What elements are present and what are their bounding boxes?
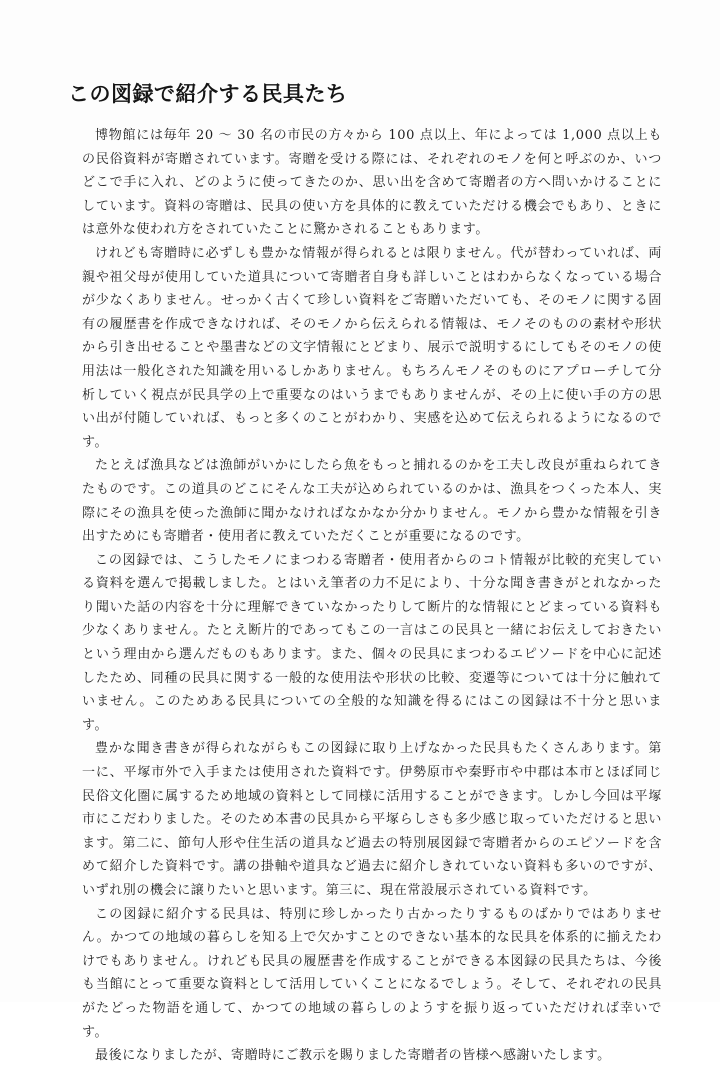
body-text [82, 124, 662, 1068]
paragraph-6: この図録に紹介する民具は、特別に珍しかったり古かったりするものばかりではありません。かつての地域の暮らしを知る上で欠かすことのできない基本的な民具を体系的に揃えたわけでもありません。けれども民具の履歴書を作成することができる本図録の民具たちは、今後も当館にとって重要な資料として活用していくことになるでしょう。そして、それぞれの民具がたどった物語を通して、かつての地域の暮らしのようすを振り返っていただければ幸いです。 [82, 906, 662, 1040]
paragraph-2: けれども寄贈時に必ずしも豊かな情報が得られるとは限りません。代が替わっていれば、両親や祖父母が使用していた道具について寄贈者自身も詳しいことはわからなくなっている場合が少なくありません。せっかく古くて珍しい資料をご寄贈いただいても、そのモノに関する固有の履歴書を作成できなければ、そのモノから伝えられる情報は、モノそのものの素材や形状から引き出せることや墨書などの文字情報にとどまり、展示で説明するにしてもそのモノの使用法は一般化された知識を用いるしかありません。もちろんモノそのものにアプローチして分析していく視点が民具学の上で重要なのはいうまでもありませんが、その上に使い手の方の思い出が付随していれば、もっと多くのことがわかり、実感を込めて伝えられるようになるのです。 [82, 245, 662, 450]
paragraph-1: 博物館には毎年 20 ～ 30 名の市民の方々から 100 点以上、年によっては 1,000 点以上もの民俗資料が寄贈されています。寄贈を受ける際には、それぞれのモノを何と呼ぶのか、いつどこで手に入れ、どのように使ってきたのか、思い出を含めて寄贈者の方へ問いかけることにしています。資料の寄贈は、民具の使い方を具体的に教えていただける機会でもあり、ときには意外な使われ方をされていたことに驚かされることもあります。 [82, 128, 662, 238]
paragraph-7: 最後になりましたが、寄贈時にご教示を賜りました寄贈者の皆様へ感謝いたします。 [95, 1048, 611, 1064]
paragraph-4: この図録では、こうしたモノにまつわる寄贈者・使用者からのコト情報が比較的充実している資料を選んで掲載しました。とはいえ筆者の力不足により、十分な聞き書きがとれなかったり聞いた話の内容を十分に理解できていなかったりして断片的な情報にとどまっている資料も少なくありません。たとえ断片的であってもこの一言はこの民具と一緒にお伝えしておきたいという理由から選んだものもあります。また、個々の民具にまつわるエピソードを中心に記述したため、同種の民具に関する一般的な使用法や形状の比較、変遷等については十分に触れていません。このためある民具についての全般的な知識を得るにはこの図録は不十分と思います。 [82, 552, 662, 733]
paragraph-5: 豊かな聞き書きが得られながらもこの図録に取り上げなかった民具もたくさんあります。第一に、平塚市外で入手または使用された資料です。伊勢原市や秦野市や中郡は本市とほぼ同じ民俗文化圏に属するため地域の資料として同様に活用することができます。しかし今回は平塚市にこだわりました。そのため本書の民具から平塚らしさも多少感じ取っていただけると思います。第二に、節句人形や住生活の道具など過去の特別展図録で寄贈者からのエピソードを含めて紹介した資料です。講の掛軸や道具など過去に紹介しきれていない資料も多いのですが、いずれ別の機会に譲りたいと思います。第三に、現在常設展示されている資料です。 [82, 741, 662, 898]
paragraph-3: たとえば漁具などは漁師がいかにしたら魚をもっと捕れるのかを工夫し改良が重ねられてきたものです。この道具のどこにそんな工夫が込められているのかは、漁具をつくった本人、実際にその漁具を使った漁師に聞かなければなかなか分かりません。モノから豊かな情報を引き出すためにも寄贈者・使用者に教えていただくことが重要になるのです。 [82, 458, 662, 545]
page-title: この図録で紹介する民具たち [68, 82, 348, 106]
